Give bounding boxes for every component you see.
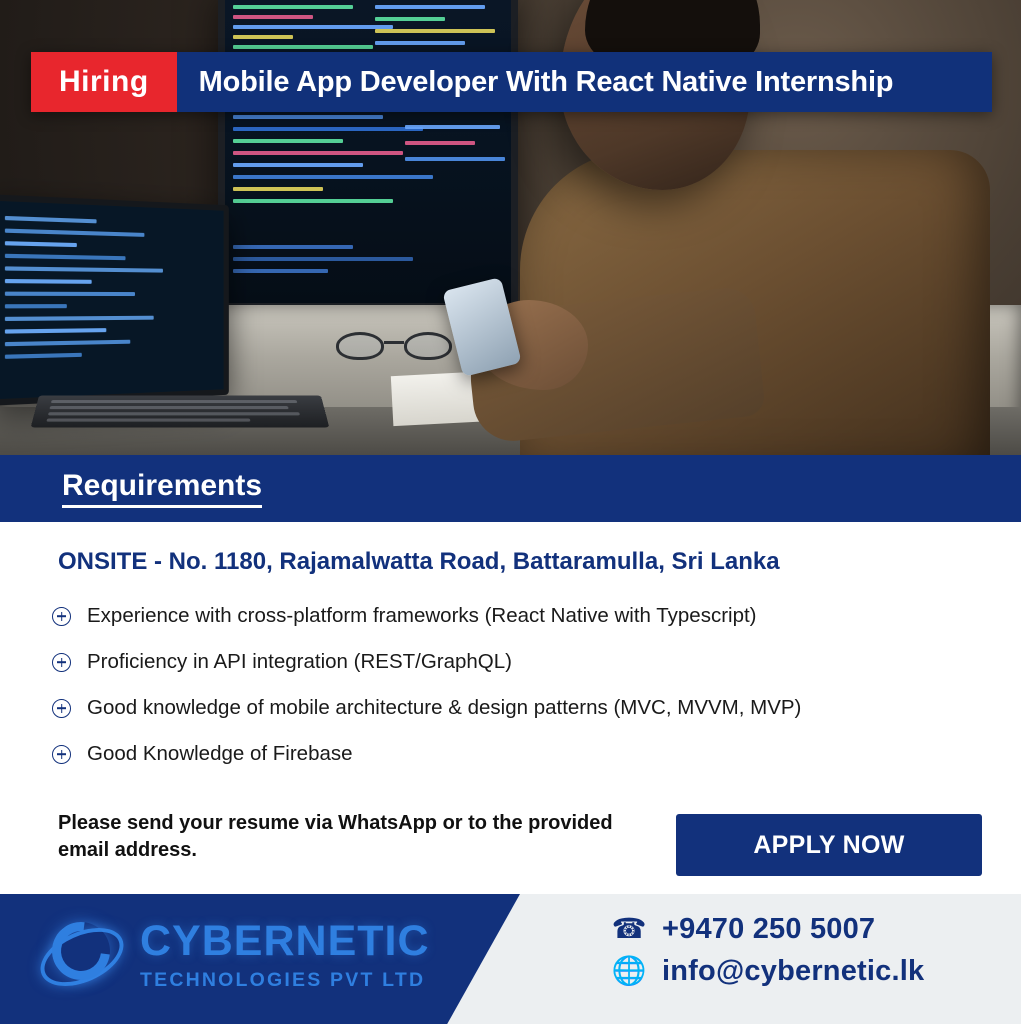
plus-icon [52,699,71,718]
job-location: ONSITE - No. 1180, Rajamalwatta Road, Battaramulla, Sri Lanka [58,548,780,575]
requirements-body [0,522,1021,894]
hiring-banner [31,52,992,112]
laptop-screen [0,194,229,406]
laptop-code-lines [0,201,224,400]
email-row[interactable] [612,954,924,988]
requirements-list [52,604,972,788]
glasses-bridge [384,341,404,344]
apply-now-button[interactable]: APPLY NOW [676,814,982,876]
glasses-right-lens [404,332,452,360]
list-item [52,696,972,720]
plus-icon [52,653,71,672]
requirements-heading: Requirements [62,469,262,508]
phone-number: +9470 250 5007 [662,912,876,945]
hiring-tag: Hiring [31,52,177,112]
list-item [52,604,972,628]
requirement-text: Good knowledge of mobile architecture & design patterns (MVC, MVVM, MVP) [87,696,802,719]
company-name-block [140,917,430,992]
list-item [52,742,972,766]
telephone-icon: ☎ [611,913,647,944]
company-brand-name: CYBERNETIC [140,917,430,965]
contact-info [612,912,924,996]
plus-icon [52,607,71,626]
resume-instruction: Please send your resume via WhatsApp or to the provided email address. [58,812,613,861]
keyboard-keys [46,400,313,422]
job-title: Mobile App Developer With React Native Internship [177,52,992,112]
cybernetic-logo-icon [36,910,128,1002]
company-brand-subtitle: TECHNOLOGIES PVT LTD [140,969,426,991]
requirement-text: Experience with cross-platform frameworks (React Native with Typescript) [87,604,757,627]
glasses-left-lens [336,332,384,360]
phone-row[interactable] [612,912,924,946]
plus-icon [52,745,71,764]
eyeglasses [336,332,452,362]
requirements-header [0,455,1021,522]
laptop-keyboard [31,395,330,427]
monitor-code-lines [225,0,511,303]
desktop-monitor [218,0,518,310]
globe-icon: 🌐 [611,955,647,986]
requirement-text: Proficiency in API integration (REST/GraphQL) [87,650,512,673]
footer [0,894,1021,1024]
company-logo [36,910,430,1002]
requirement-text: Good Knowledge of Firebase [87,742,353,765]
list-item [52,650,972,674]
email-address: info@cybernetic.lk [662,954,925,987]
